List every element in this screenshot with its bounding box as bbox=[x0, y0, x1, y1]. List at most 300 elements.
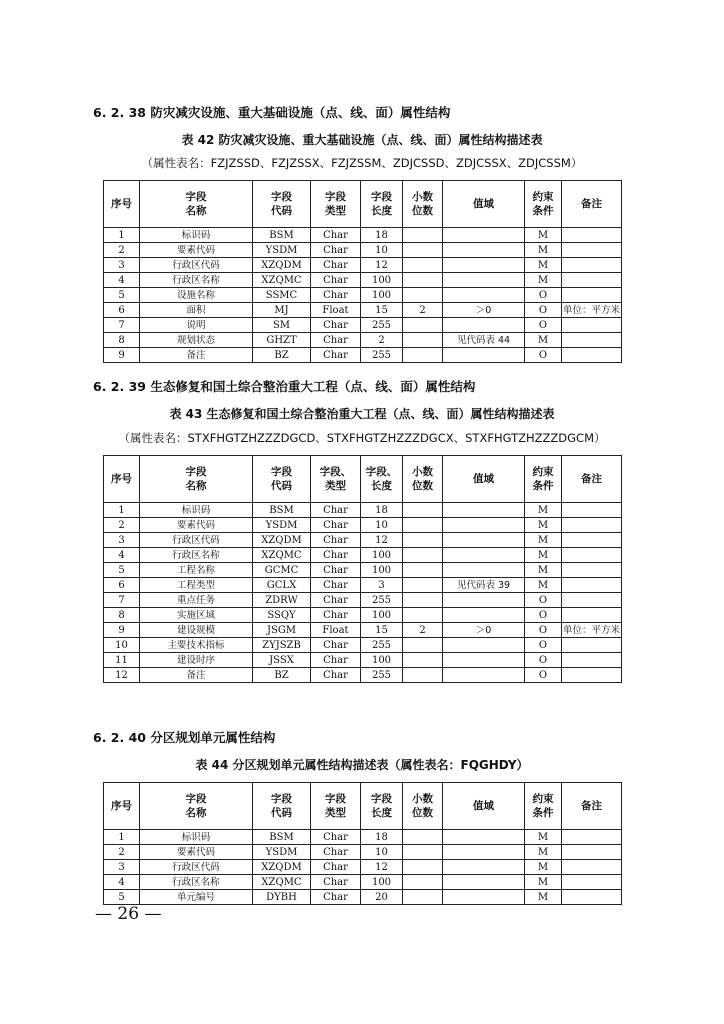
table-cell: 要素代码 bbox=[140, 845, 253, 860]
table-cell: 255 bbox=[361, 668, 403, 683]
table-title: 表 44 分区规划单元属性结构描述表（属性表名：FQGHDY） bbox=[195, 758, 529, 772]
table-cell: M bbox=[525, 860, 562, 875]
table-cell: O bbox=[525, 608, 562, 623]
table-cell: Char bbox=[311, 875, 361, 890]
table-cell: 6 bbox=[104, 578, 140, 593]
column-header: 字段、 长度 bbox=[361, 456, 403, 503]
table-cell bbox=[443, 668, 525, 683]
table-row bbox=[104, 303, 622, 318]
table-cell: 行政区代码 bbox=[140, 258, 253, 273]
table-cell: 重点任务 bbox=[140, 593, 253, 608]
table-row bbox=[104, 578, 622, 593]
table-cell: 8 bbox=[104, 333, 140, 348]
table-cell bbox=[403, 228, 443, 243]
table-cell bbox=[562, 875, 622, 890]
table-cell bbox=[562, 243, 622, 258]
table-cell: 4 bbox=[104, 875, 140, 890]
table-cell bbox=[443, 288, 525, 303]
table-cell bbox=[403, 890, 443, 905]
table-row bbox=[104, 348, 622, 363]
table-cell: 10 bbox=[104, 638, 140, 653]
table-cell: XZQDM bbox=[253, 860, 311, 875]
table-cell bbox=[562, 318, 622, 333]
table-cell: Char bbox=[311, 243, 361, 258]
table-cell bbox=[403, 668, 443, 683]
table-cell: Char bbox=[311, 860, 361, 875]
table-row bbox=[104, 845, 622, 860]
table-cell: XZQDM bbox=[253, 533, 311, 548]
table-row bbox=[104, 288, 622, 303]
column-header: 值域 bbox=[443, 456, 525, 503]
table-cell: Char bbox=[311, 563, 361, 578]
table-row bbox=[104, 318, 622, 333]
table-cell: XZQMC bbox=[253, 273, 311, 288]
table-cell bbox=[562, 258, 622, 273]
column-header: 序号 bbox=[104, 181, 140, 228]
table-cell: 20 bbox=[361, 890, 403, 905]
column-header: 字段 名称 bbox=[140, 181, 253, 228]
table-cell bbox=[443, 875, 525, 890]
table-cell: 15 bbox=[361, 303, 403, 318]
table-cell: Char bbox=[311, 593, 361, 608]
table-cell: Char bbox=[311, 258, 361, 273]
table-cell bbox=[443, 518, 525, 533]
table-cell: Char bbox=[311, 503, 361, 518]
table-cell: 255 bbox=[361, 638, 403, 653]
table-cell bbox=[443, 318, 525, 333]
table-cell: M bbox=[525, 830, 562, 845]
table-row bbox=[104, 668, 622, 683]
table-row bbox=[104, 638, 622, 653]
table-cell: 4 bbox=[104, 548, 140, 563]
column-header: 字段 长度 bbox=[361, 181, 403, 228]
table-cell: XZQMC bbox=[253, 875, 311, 890]
table-cell: 5 bbox=[104, 288, 140, 303]
column-header: 值域 bbox=[443, 783, 525, 830]
table-cell bbox=[443, 593, 525, 608]
table-cell: SM bbox=[253, 318, 311, 333]
table-row bbox=[104, 503, 622, 518]
table-cell bbox=[562, 638, 622, 653]
table-cell: M bbox=[525, 563, 562, 578]
table-cell: 单元编号 bbox=[140, 890, 253, 905]
table-cell bbox=[443, 503, 525, 518]
table-row bbox=[104, 608, 622, 623]
table-cell bbox=[562, 653, 622, 668]
table-cell: 7 bbox=[104, 318, 140, 333]
table-cell: Char bbox=[311, 608, 361, 623]
table-cell bbox=[562, 830, 622, 845]
table-cell: Char bbox=[311, 548, 361, 563]
table-cell: 10 bbox=[361, 243, 403, 258]
table-cell: 12 bbox=[361, 258, 403, 273]
table-cell: Char bbox=[311, 288, 361, 303]
column-header: 小数 位数 bbox=[403, 456, 443, 503]
table-cell bbox=[562, 668, 622, 683]
table-cell bbox=[562, 845, 622, 860]
table-cell: DYBH bbox=[253, 890, 311, 905]
table-cell bbox=[403, 258, 443, 273]
table-cell: XZQDM bbox=[253, 258, 311, 273]
table-cell bbox=[562, 228, 622, 243]
table-cell bbox=[443, 243, 525, 258]
column-header: 备注 bbox=[562, 456, 622, 503]
table-cell: Char bbox=[311, 638, 361, 653]
page-number: — 26 — bbox=[95, 904, 162, 924]
table-cell: Float bbox=[311, 303, 361, 318]
table-cell: 255 bbox=[361, 318, 403, 333]
table-row bbox=[104, 228, 622, 243]
table-cell: 5 bbox=[104, 563, 140, 578]
table-cell: 9 bbox=[104, 348, 140, 363]
table-cell: O bbox=[525, 318, 562, 333]
table-cell: 行政区名称 bbox=[140, 548, 253, 563]
table-cell: 行政区代码 bbox=[140, 860, 253, 875]
table-cell: SSMC bbox=[253, 288, 311, 303]
table-cell bbox=[443, 845, 525, 860]
column-header: 字段 代码 bbox=[253, 181, 311, 228]
table-cell bbox=[443, 273, 525, 288]
table-cell: Char bbox=[311, 228, 361, 243]
table-cell: O bbox=[525, 288, 562, 303]
table-cell: 备注 bbox=[140, 348, 253, 363]
table-cell: 面积 bbox=[140, 303, 253, 318]
table-cell: 2 bbox=[403, 303, 443, 318]
table-cell: 9 bbox=[104, 623, 140, 638]
table-cell: M bbox=[525, 533, 562, 548]
table-cell: 10 bbox=[361, 845, 403, 860]
table-cell: 1 bbox=[104, 503, 140, 518]
attribute-table bbox=[103, 782, 622, 905]
table-cell: 2 bbox=[104, 518, 140, 533]
table-cell: O bbox=[525, 593, 562, 608]
table-row bbox=[104, 333, 622, 348]
table-cell: 单位：平方米 bbox=[562, 624, 620, 636]
table-cell: 100 bbox=[361, 288, 403, 303]
table-cell: 3 bbox=[104, 533, 140, 548]
table-cell bbox=[403, 503, 443, 518]
table-title: 表 43 生态修复和国土综合整治重大工程（点、线、面）属性结构描述表 bbox=[169, 407, 555, 421]
table-cell: O bbox=[525, 303, 562, 318]
table-cell: 2 bbox=[104, 845, 140, 860]
table-cell: ZYJSZB bbox=[253, 638, 311, 653]
section-heading: 6. 2. 38 防灾减灾设施、重大基础设施（点、线、面）属性结构 bbox=[93, 105, 451, 120]
table-cell: BSM bbox=[253, 503, 311, 518]
table-cell: Char bbox=[311, 668, 361, 683]
table-cell: M bbox=[525, 333, 562, 348]
table-cell: Char bbox=[311, 890, 361, 905]
table-row bbox=[104, 875, 622, 890]
table-cell: 2 bbox=[361, 333, 403, 348]
table-cell: M bbox=[525, 258, 562, 273]
table-cell: 1 bbox=[104, 228, 140, 243]
table-cell: YSDM bbox=[253, 518, 311, 533]
table-row bbox=[104, 533, 622, 548]
table-cell: 6 bbox=[104, 303, 140, 318]
table-cell: Char bbox=[311, 533, 361, 548]
table-cell: MJ bbox=[253, 303, 311, 318]
table-header-row bbox=[104, 783, 622, 830]
table-cell bbox=[403, 638, 443, 653]
table-cell: M bbox=[525, 503, 562, 518]
column-header: 字段 代码 bbox=[253, 456, 311, 503]
table-cell bbox=[403, 548, 443, 563]
table-cell: Char bbox=[311, 273, 361, 288]
table-cell: 100 bbox=[361, 563, 403, 578]
table-cell: GCMC bbox=[253, 563, 311, 578]
table-cell: M bbox=[525, 845, 562, 860]
table-cell: Char bbox=[311, 830, 361, 845]
table-cell bbox=[562, 608, 622, 623]
table-row bbox=[104, 243, 622, 258]
column-header: 小数 位数 bbox=[403, 783, 443, 830]
table-cell bbox=[562, 288, 622, 303]
table-cell: ZDRW bbox=[253, 593, 311, 608]
table-cell: 12 bbox=[104, 668, 140, 683]
table-cell: 18 bbox=[361, 503, 403, 518]
table-cell: M bbox=[525, 273, 562, 288]
table-cell: 要素代码 bbox=[140, 243, 253, 258]
table-cell bbox=[562, 860, 622, 875]
table-cell bbox=[403, 243, 443, 258]
table-cell: 5 bbox=[104, 890, 140, 905]
column-header: 小数 位数 bbox=[403, 181, 443, 228]
table-cell: 见代码表 44 bbox=[443, 333, 525, 348]
table-cell: BSM bbox=[253, 228, 311, 243]
table-cell bbox=[403, 608, 443, 623]
table-cell bbox=[403, 273, 443, 288]
table-cell: Char bbox=[311, 518, 361, 533]
table-cell: 100 bbox=[361, 548, 403, 563]
table-cell bbox=[443, 548, 525, 563]
table-cell bbox=[443, 653, 525, 668]
attribute-table bbox=[103, 455, 622, 683]
table-cell: 要素代码 bbox=[140, 518, 253, 533]
table-cell: Char bbox=[311, 348, 361, 363]
table-cell: M bbox=[525, 890, 562, 905]
table-cell bbox=[443, 228, 525, 243]
table-cell: 3 bbox=[361, 578, 403, 593]
table-cell bbox=[562, 273, 622, 288]
table-cell: 2 bbox=[403, 623, 443, 638]
table-cell bbox=[403, 860, 443, 875]
table-cell: 12 bbox=[361, 533, 403, 548]
table-cell: 工程类型 bbox=[140, 578, 253, 593]
table-cell bbox=[403, 845, 443, 860]
attribute-table bbox=[103, 180, 622, 363]
table-cell bbox=[443, 830, 525, 845]
table-cell: 15 bbox=[361, 623, 403, 638]
table-cell: M bbox=[525, 518, 562, 533]
table-cell bbox=[562, 518, 622, 533]
table-row bbox=[104, 258, 622, 273]
table-cell bbox=[562, 593, 622, 608]
table-cell bbox=[443, 638, 525, 653]
table-row bbox=[104, 653, 622, 668]
table-cell: ＞0 bbox=[443, 623, 525, 638]
table-cell: 规划状态 bbox=[140, 333, 253, 348]
section-heading: 6. 2. 40 分区规划单元属性结构 bbox=[93, 730, 276, 745]
table-cell: YSDM bbox=[253, 845, 311, 860]
table-cell: 备注 bbox=[140, 668, 253, 683]
table-cell bbox=[562, 348, 622, 363]
table-cell bbox=[403, 348, 443, 363]
table-cell bbox=[403, 533, 443, 548]
table-cell bbox=[403, 333, 443, 348]
column-header: 字段 代码 bbox=[253, 783, 311, 830]
table-cell: 3 bbox=[104, 860, 140, 875]
table-cell: Char bbox=[311, 845, 361, 860]
table-cell: 10 bbox=[361, 518, 403, 533]
table-cell: 18 bbox=[361, 830, 403, 845]
table-cell: 100 bbox=[361, 273, 403, 288]
table-cell bbox=[562, 503, 622, 518]
table-cell: 说明 bbox=[140, 318, 253, 333]
table-cell: 1 bbox=[104, 830, 140, 845]
table-cell bbox=[443, 258, 525, 273]
table-cell: M bbox=[525, 875, 562, 890]
table-cell: 标识码 bbox=[140, 228, 253, 243]
table-cell: 工程名称 bbox=[140, 563, 253, 578]
column-header: 序号 bbox=[104, 456, 140, 503]
table-cell: 行政区名称 bbox=[140, 273, 253, 288]
section-heading: 6. 2. 39 生态修复和国土综合整治重大工程（点、线、面）属性结构 bbox=[93, 379, 476, 394]
table-cell: Char bbox=[311, 578, 361, 593]
table-cell bbox=[403, 578, 443, 593]
table-cell: 100 bbox=[361, 653, 403, 668]
table-row bbox=[104, 860, 622, 875]
table-cell: 实施区域 bbox=[140, 608, 253, 623]
table-cell: 255 bbox=[361, 593, 403, 608]
table-row bbox=[104, 890, 622, 905]
table-header-row bbox=[104, 181, 622, 228]
table-cell bbox=[403, 518, 443, 533]
table-cell bbox=[403, 875, 443, 890]
table-cell: M bbox=[525, 548, 562, 563]
table-cell: M bbox=[525, 578, 562, 593]
table-cell: 18 bbox=[361, 228, 403, 243]
table-cell: 4 bbox=[104, 273, 140, 288]
table-cell: 2 bbox=[104, 243, 140, 258]
table-cell: Char bbox=[311, 318, 361, 333]
table-cell bbox=[443, 860, 525, 875]
table-cell: JSSX bbox=[253, 653, 311, 668]
table-cell: BZ bbox=[253, 668, 311, 683]
table-row bbox=[104, 623, 622, 638]
table-cell: 11 bbox=[104, 653, 140, 668]
table-header-row bbox=[104, 456, 622, 503]
table-cell bbox=[443, 348, 525, 363]
table-cell: SSQY bbox=[253, 608, 311, 623]
table-cell: 建设规模 bbox=[140, 623, 253, 638]
table-cell bbox=[562, 533, 622, 548]
column-header: 字段 类型 bbox=[311, 181, 361, 228]
table-cell bbox=[403, 593, 443, 608]
table-cell: 主要技术指标 bbox=[140, 638, 253, 653]
table-cell bbox=[562, 890, 622, 905]
table-subtitle: （属性表名：STXFHGTZHZZZDGCD、STXFHGTZHZZZDGCX、STXFHGTZHZZZDGCM） bbox=[118, 431, 606, 445]
table-cell bbox=[443, 563, 525, 578]
column-header: 字段 名称 bbox=[140, 783, 253, 830]
table-cell bbox=[403, 288, 443, 303]
column-header: 字段 类型 bbox=[311, 783, 361, 830]
table-cell bbox=[562, 548, 622, 563]
table-cell: M bbox=[525, 228, 562, 243]
table-cell: 100 bbox=[361, 875, 403, 890]
table-cell: Float bbox=[311, 623, 361, 638]
table-cell: O bbox=[525, 623, 562, 638]
column-header: 备注 bbox=[562, 181, 622, 228]
table-cell: Char bbox=[311, 333, 361, 348]
table-title: 表 42 防灾减灾设施、重大基础设施（点、线、面）属性结构描述表 bbox=[181, 133, 543, 147]
table-row bbox=[104, 518, 622, 533]
table-cell bbox=[403, 563, 443, 578]
table-cell bbox=[443, 608, 525, 623]
column-header: 约束 条件 bbox=[525, 456, 562, 503]
table-cell: 3 bbox=[104, 258, 140, 273]
column-header: 值域 bbox=[443, 181, 525, 228]
table-cell: BSM bbox=[253, 830, 311, 845]
table-cell: 8 bbox=[104, 608, 140, 623]
column-header: 备注 bbox=[562, 783, 622, 830]
column-header: 字段、 类型 bbox=[311, 456, 361, 503]
table-cell bbox=[562, 333, 622, 348]
table-row bbox=[104, 273, 622, 288]
table-cell: 255 bbox=[361, 348, 403, 363]
table-cell bbox=[403, 318, 443, 333]
column-header: 约束 条件 bbox=[525, 181, 562, 228]
table-cell: 行政区名称 bbox=[140, 875, 253, 890]
column-header: 序号 bbox=[104, 783, 140, 830]
table-cell: 行政区代码 bbox=[140, 533, 253, 548]
table-cell: 标识码 bbox=[140, 503, 253, 518]
table-cell: 100 bbox=[361, 608, 403, 623]
column-header: 字段 长度 bbox=[361, 783, 403, 830]
table-cell bbox=[403, 830, 443, 845]
column-header: 字段 名称 bbox=[140, 456, 253, 503]
table-cell: 7 bbox=[104, 593, 140, 608]
table-cell: 设施名称 bbox=[140, 288, 253, 303]
table-cell: YSDM bbox=[253, 243, 311, 258]
table-cell: O bbox=[525, 653, 562, 668]
table-subtitle: （属性表名：FZJZSSD、FZJZSSX、FZJZSSM、ZDJCSSD、ZDJCSSX、ZDJCSSM） bbox=[141, 156, 583, 170]
table-cell: O bbox=[525, 348, 562, 363]
table-row bbox=[104, 548, 622, 563]
table-cell: O bbox=[525, 668, 562, 683]
table-cell: 见代码表 39 bbox=[443, 578, 525, 593]
table-cell: O bbox=[525, 638, 562, 653]
table-cell: 标识码 bbox=[140, 830, 253, 845]
table-cell: GHZT bbox=[253, 333, 311, 348]
table-cell bbox=[562, 578, 622, 593]
table-cell: ＞0 bbox=[443, 303, 525, 318]
table-cell: M bbox=[525, 243, 562, 258]
table-row bbox=[104, 830, 622, 845]
table-cell bbox=[562, 563, 622, 578]
table-cell bbox=[443, 890, 525, 905]
table-cell: 单位：平方米 bbox=[562, 304, 620, 316]
table-row bbox=[104, 593, 622, 608]
table-cell: XZQMC bbox=[253, 548, 311, 563]
table-row bbox=[104, 563, 622, 578]
table-cell: 12 bbox=[361, 860, 403, 875]
table-cell: BZ bbox=[253, 348, 311, 363]
table-cell: Char bbox=[311, 653, 361, 668]
column-header: 约束 条件 bbox=[525, 783, 562, 830]
table-cell: 建设时序 bbox=[140, 653, 253, 668]
table-cell: GCLX bbox=[253, 578, 311, 593]
table-cell: JSGM bbox=[253, 623, 311, 638]
